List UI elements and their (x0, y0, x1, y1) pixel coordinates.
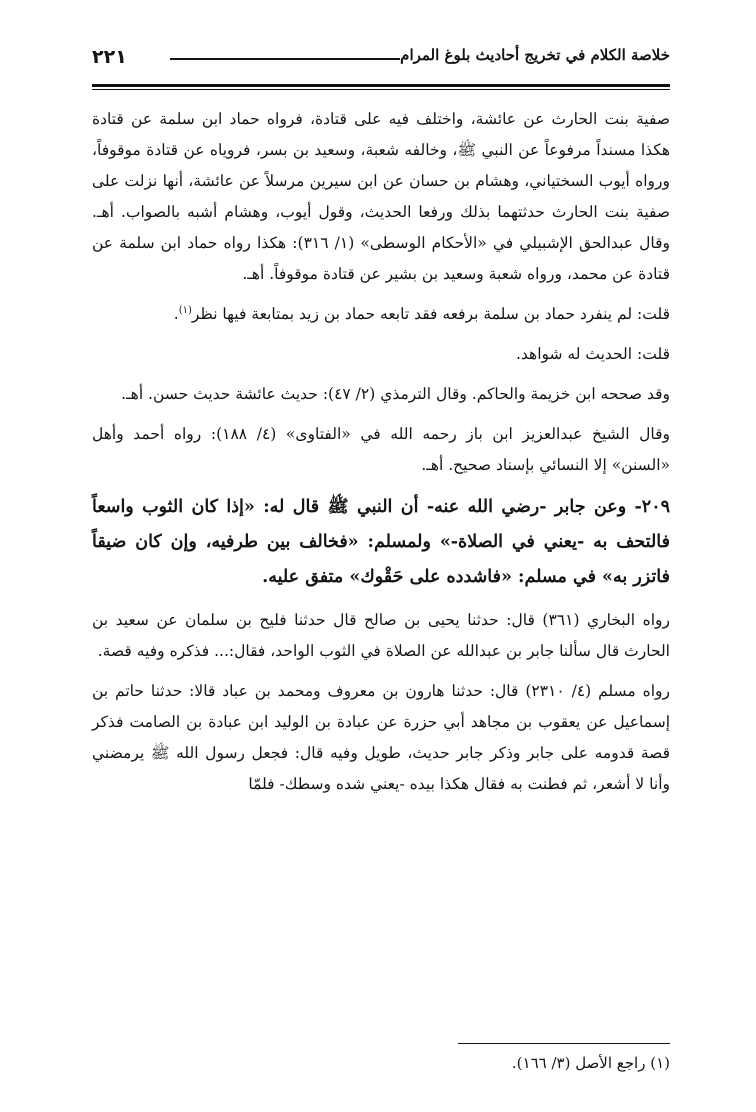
page-number: ٢٢١ (92, 46, 127, 68)
footnote-ref: (١) (178, 304, 192, 316)
page-header (92, 42, 670, 76)
hadith-209: ٢٠٩- وعن جابر -رضي الله عنه- أن النبي ﷺ قال له: «إذا كان الثوب واسعاً فالتحف به -يعني في الصلاة-» ولمسلم: «فخالف بين طرفيه، وإن كان ضيقاً فاتزر به» في مسلم: «فاشدده على حَقْوك» متفق عليه. (92, 497, 670, 587)
paragraph-2 (92, 299, 670, 330)
footnote-rule (458, 1043, 670, 1044)
paragraph-6: رواه البخاري (٣٦١) قال: حدثنا يحيى بن صالح قال حدثنا فليح بن سلمان عن سعيد بن الحارث قال سألنا جابر بن عبدالله عن الصلاة في الثوب الواحد، فقال:... فذكره وفيه قصة. (92, 611, 670, 660)
paragraph-1: صفية بنت الحارث عن عائشة، واختلف فيه على قتادة، فرواه حماد ابن سلمة عن قتادة هكذا مسنداً مرفوعاً عن النبي ﷺ، وخالفه شعبة، وسعيد بن بسر، فروياه عن قتادة موقوفاً، ورواه أيوب السختياني، وهشام بن حسان عن ابن سيرين مرسلاً عن عائشة، أنها نزلت على صفية بنت الحارث حدثتهما بذلك ورفعا الحديث، وقول أيوب، وهشام أشبه بالصواب. أهـ. وقال عبدالحق الإشبيلي في «الأحكام الوسطى» (١/ ٣١٦): هكذا رواه حماد ابن سلمة عن قتادة عن محمد، ورواه شعبة وسعيد بن بشير عن قتادة موقوفاً. أهـ. (92, 110, 670, 283)
paragraph-7: رواه مسلم (٤/ ٢٣١٠) قال: حدثنا هارون بن معروف ومحمد بن عباد قالا: حدثنا حاتم بن إسماعيل عن يعقوب بن مجاهد أبي حزرة عن عبادة بن الوليد ابن عبادة بن الصامت فذكر قصة قدومه على جابر وذكر جابر حديث، طويل وفيه قال: فجعل رسول الله ﷺ يرمضني وأنا لا أشعر، ثم فطنت به فقال هكذا بيده -يعني شده وسطك- فلمّا (92, 682, 670, 793)
running-title: خلاصة الكلام في تخريج أحاديث بلوغ المرام (400, 46, 670, 64)
header-rule-thin (92, 89, 670, 90)
paragraph-3: قلت: الحديث له شواهد. (515, 345, 670, 363)
header-rule (92, 84, 670, 87)
paragraph-5: وقال الشيخ عبدالعزيز ابن باز رحمه الله في «الفتاوى» (٤/ ١٨٨): رواه أحمد وأهل «السنن» إلا النسائي بإسناد صحيح. أهـ. (92, 425, 671, 474)
header-title-rule (170, 58, 400, 60)
paragraph-2-end: . (173, 305, 179, 323)
paragraph-2-text: قلت: لم ينفرد حماد بن سلمة برفعه فقد تابعه حماد بن زيد بمتابعة فيها نظر (191, 305, 670, 323)
page-body (92, 104, 670, 809)
footnote: (١) راجع الأصل (٣/ ١٦٦). (511, 1054, 670, 1072)
paragraph-4: وقد صححه ابن خزيمة والحاكم. وقال الترمذي (٢/ ٤٧): حديث عائشة حديث حسن. أهـ. (121, 385, 670, 403)
